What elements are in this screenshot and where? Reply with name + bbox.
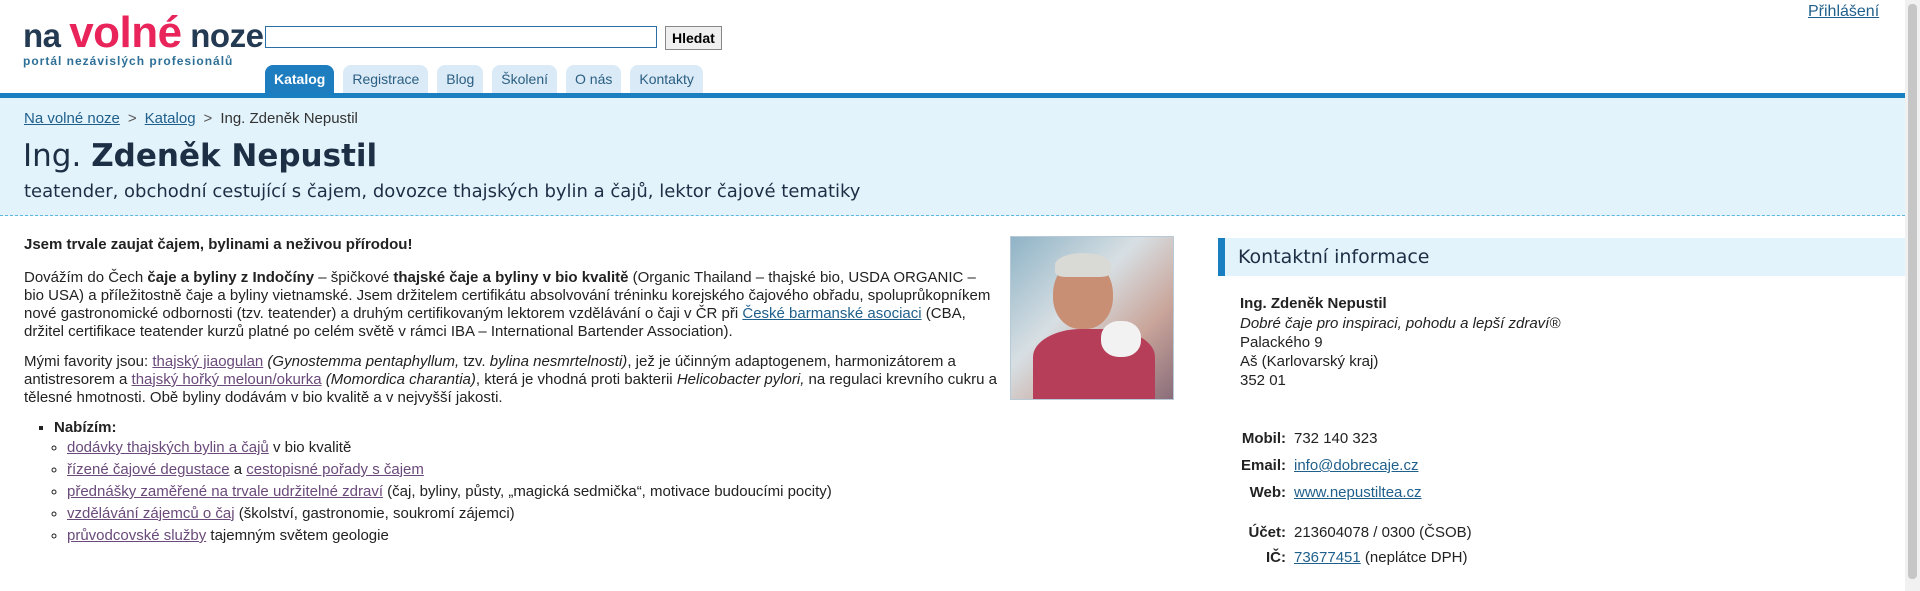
offer-link[interactable]: cestopisné pořady s čajem xyxy=(246,461,424,478)
site-logo[interactable] xyxy=(23,8,263,68)
contact-email: Email: info@dobrecaje.cz xyxy=(1240,457,1419,474)
tab-katalog[interactable]: Katalog xyxy=(265,65,334,93)
contact-name: Ing. Zdeněk Nepustil xyxy=(1240,295,1387,312)
logo-text: na volné noze xyxy=(23,8,264,57)
offer-title: Nabízím: xyxy=(54,419,117,436)
contact-street: Palackého 9 xyxy=(1240,334,1323,351)
main-nav xyxy=(265,65,703,93)
site-header xyxy=(0,0,1920,96)
login-link[interactable]: Přihlášení xyxy=(1808,3,1880,20)
list-item: ◦ přednášky zaměřené na trvale udržitelné zdraví (čaj, byliny, půsty, „magická sedmička“, motivace budoucími pocity) xyxy=(67,483,999,501)
search-form xyxy=(265,26,722,50)
page-scrollbar[interactable] xyxy=(1905,0,1920,591)
offer-link[interactable]: přednášky zaměřené na trvale udržitelné zdraví xyxy=(67,483,383,500)
email-link[interactable]: info@dobrecaje.cz xyxy=(1294,457,1419,474)
web-link[interactable]: www.nepustiltea.cz xyxy=(1294,484,1422,501)
profile-header xyxy=(0,98,1905,216)
link-bitter-melon[interactable]: thajský hořký meloun/okurka xyxy=(131,371,322,388)
tab-registrace[interactable]: Registrace xyxy=(343,65,428,93)
contact-web: Web: www.nepustiltea.cz xyxy=(1249,484,1422,501)
contact-account: Účet: 213604078 / 0300 (ČSOB) xyxy=(1248,524,1472,541)
breadcrumb-catalog[interactable]: Katalog xyxy=(144,110,196,127)
offer-link[interactable]: průvodcovské služby xyxy=(67,527,207,544)
contact-mobile: Mobil: 732 140 323 xyxy=(1241,430,1378,447)
offer-link[interactable]: řízené čajové degustace xyxy=(67,461,230,478)
contact-address xyxy=(1240,294,1560,390)
contact-city: Aš (Karlovarský kraj) xyxy=(1240,353,1379,370)
contact-ic: IČ: 73677451 (neplátce DPH) xyxy=(1266,549,1468,566)
profile-description xyxy=(24,236,999,549)
logo-tagline: portál nezávislých profesionálů xyxy=(23,54,234,68)
tab-skoleni[interactable]: Školení xyxy=(492,65,557,93)
offer-list xyxy=(34,419,999,545)
breadcrumb-home[interactable]: Na volné noze xyxy=(24,110,120,127)
page-title: Ing. Zdeněk Nepustil xyxy=(23,138,378,174)
link-cba[interactable]: České barmanské asociaci xyxy=(742,305,922,322)
contact-zip: 352 01 xyxy=(1240,372,1286,389)
profile-photo xyxy=(1010,236,1174,400)
list-item: ◦ řízené čajové degustace a cestopisné pořady s čajem xyxy=(67,461,999,479)
tab-blog[interactable]: Blog xyxy=(437,65,483,93)
contact-slogan: Dobré čaje pro inspiraci, pohodu a lepší zdraví® xyxy=(1240,315,1561,332)
intro-text: Jsem trvale zaujat čajem, bylinami a neživou přírodou! xyxy=(24,236,413,253)
paragraph-favorites: Mými favority jsou: thajský jiaogulan (Gynostemma pentaphyllum, tzv. bylina nesmrtelnosti), jež je účinným adaptogenem, harmonizátorem a antistresorem a thajský hořký meloun/okurka (Momordica charantia), která je vhodná proti bakterii Helicobacter pylori, na regulaci krevního cukru a tělesné hmotnosti. Obě byliny dodávám v bio kvalitě a v nejvyšší jakosti. xyxy=(24,353,997,406)
breadcrumb-current: Ing. Zdeněk Nepustil xyxy=(220,110,358,127)
list-item: ◦ dodávky thajských bylin a čajů v bio kvalitě xyxy=(67,439,999,457)
ic-link[interactable]: 73677451 xyxy=(1294,549,1361,566)
page-subtitle: teatender, obchodní cestující s čajem, dovozce thajských bylin a čajů, lektor čajové tematiky xyxy=(24,181,861,202)
breadcrumb: Na volné noze > Katalog > Ing. Zdeněk Nepustil xyxy=(24,110,358,127)
list-item: ◦ průvodcovské služby tajemným světem geologie xyxy=(67,527,999,545)
scrollbar-thumb[interactable] xyxy=(1908,4,1917,579)
search-input[interactable] xyxy=(265,26,657,48)
search-button[interactable]: Hledat xyxy=(665,26,722,50)
paragraph-import: Dovážím do Čech čaje a byliny z Indočíny – špičkové thajské čaje a byliny v bio kvalitě (Organic Thailand – thajské bio, USDA ORGANIC – bio USA) a příležitostně čaje a byliny vietnamské. Jsem držitelem certifikátu absolvování tréninku korejského čajového obřadu, spoluprůkopníkem nové gastronomické odbornosti (tzv. teatender) a druhým certifikovaným lektorem vzdělávání o čaji v ČR při České barmanské asociaci (CBA, držitel certifikace teatender kurzů platné po celém světě v rámci IBA – International Bartender Association). xyxy=(24,269,991,340)
list-item: ◦ vzdělávání zájemců o čaj (školství, gastronomie, soukromí zájemci) xyxy=(67,505,999,523)
offer-link[interactable]: dodávky thajských bylin a čajů xyxy=(67,439,269,456)
offer-link[interactable]: vzdělávání zájemců o čaj xyxy=(67,505,235,522)
link-jiaogulan[interactable]: thajský jiaogulan xyxy=(152,353,264,370)
tab-kontakty[interactable]: Kontakty xyxy=(630,65,702,93)
tab-o-nas[interactable]: O nás xyxy=(566,65,621,93)
contact-heading: Kontaktní informace xyxy=(1218,238,1912,276)
